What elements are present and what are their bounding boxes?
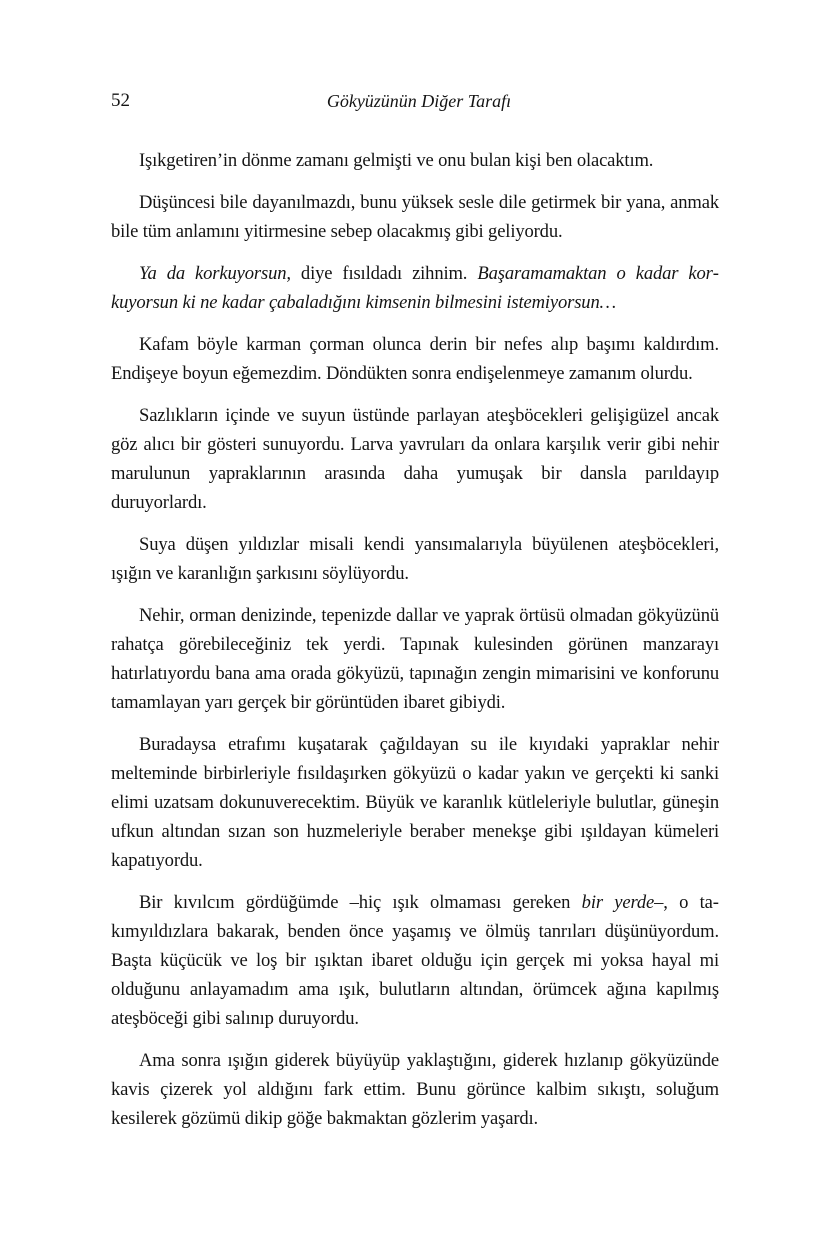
text-segment: Suya düşen yıldızlar misali kendi yansımalarıyla büyülenen ateşböcekleri, ışığın ve karanlığın şarkısını söylüyordu.	[111, 534, 719, 584]
paragraph-2	[111, 188, 719, 246]
text-segment: Buradaysa etrafımı kuşatarak çağıldayan su ile kıyıdaki yapraklar nehir melteminde birbirleriyle fısıldaşırken gökyüzü o kadar yakın ve gerçekti ki sanki elimi uzatsam dokunuverecektim. Büyük ve karanlık kütleleriyle bulutlar, güneşin ufkun altından sızan son huzmeleriyle beraber menekşe gibi ışıldayan kümeleri kapatıyordu.	[111, 734, 719, 871]
italic-segment: Başaramamaktan o kadar korkuyorsun ki ne kadar çabaladığını kimsenin bilmesini istemiyorsun…	[111, 263, 719, 313]
page-number: 52	[111, 90, 130, 111]
book-title: Gökyüzünün Diğer Tarafı	[326, 91, 512, 111]
paragraph-1	[111, 146, 719, 175]
paragraph-8	[111, 730, 719, 875]
text-segment: –, o takımyıldızlara bakarak, benden önce yaşamış ve ölmüş tanrıları düşünüyordum. Başta küçücük ve loş bir ışıktan ibaret olduğu için gerçek mi yoksa hayal mi olduğunu anlayamadım ama ışık, bulutların altından, örümcek ağına kapılmış ateşböceği gibi salınıp duruyordu.	[111, 892, 719, 1029]
paragraph-3	[111, 259, 719, 317]
running-header	[111, 86, 719, 116]
paragraph-4	[111, 330, 719, 388]
text-segment: Düşüncesi bile dayanılmazdı, bunu yüksek sesle dile getirmek bir yana, anmak bile tüm anlamını yitirmesine sebep olacakmış gibi geliyordu.	[111, 192, 719, 242]
paragraph-10	[111, 1046, 719, 1133]
italic-segment: Ya da korkuyorsun,	[139, 263, 291, 284]
paragraph-5	[111, 401, 719, 517]
paragraph-7	[111, 601, 719, 717]
text-segment: Nehir, orman denizinde, tepenizde dallar ve yaprak örtüsü olmadan gökyüzünü rahatça görebileceğiniz tek yerdi. Tapınak kulesinden görünen manzarayı hatırlatıyordu bana ama orada gökyüzü, tapınağın zengin mimarisini ve konforunu tamamlayan yarı gerçek bir görüntüden ibaret gibiydi.	[111, 605, 719, 713]
body-text	[111, 146, 719, 1146]
text-segment: diye fısıldadı zihnim.	[290, 263, 478, 284]
text-segment: Işıkgetiren’in dönme zamanı gelmişti ve onu bulan kişi ben olacaktım.	[139, 150, 654, 171]
text-segment: Bir kıvılcım gördüğümde –hiç ışık olmaması gereken	[139, 892, 582, 913]
paragraph-6	[111, 530, 719, 588]
paragraph-9	[111, 888, 719, 1033]
text-segment: Ama sonra ışığın giderek büyüyüp yaklaştığını, giderek hızlanıp gökyüzünde kavis çizerek yol aldığını fark ettim. Bunu görünce kalbim sıkıştı, soluğum kesilerek gözümü dikip göğe bakmaktan gözlerim yaşardı.	[111, 1050, 719, 1129]
text-segment: Kafam böyle karman çorman olunca derin bir nefes alıp başımı kaldırdım. Endişeye boyun eğemezdim. Döndükten sonra endişelenmeye zamanım olurdu.	[111, 334, 719, 384]
italic-segment: bir yerde	[581, 892, 655, 913]
text-segment: Sazlıkların içinde ve suyun üstünde parlayan ateşböcekleri gelişigüzel ancak göz alıcı bir gösteri sunuyordu. Larva yavruları da onlara karşılık verir gibi nehir marulunun yapraklarının arasında daha yumuşak bir dansla parıldayıp duruyorlardı.	[111, 405, 719, 513]
